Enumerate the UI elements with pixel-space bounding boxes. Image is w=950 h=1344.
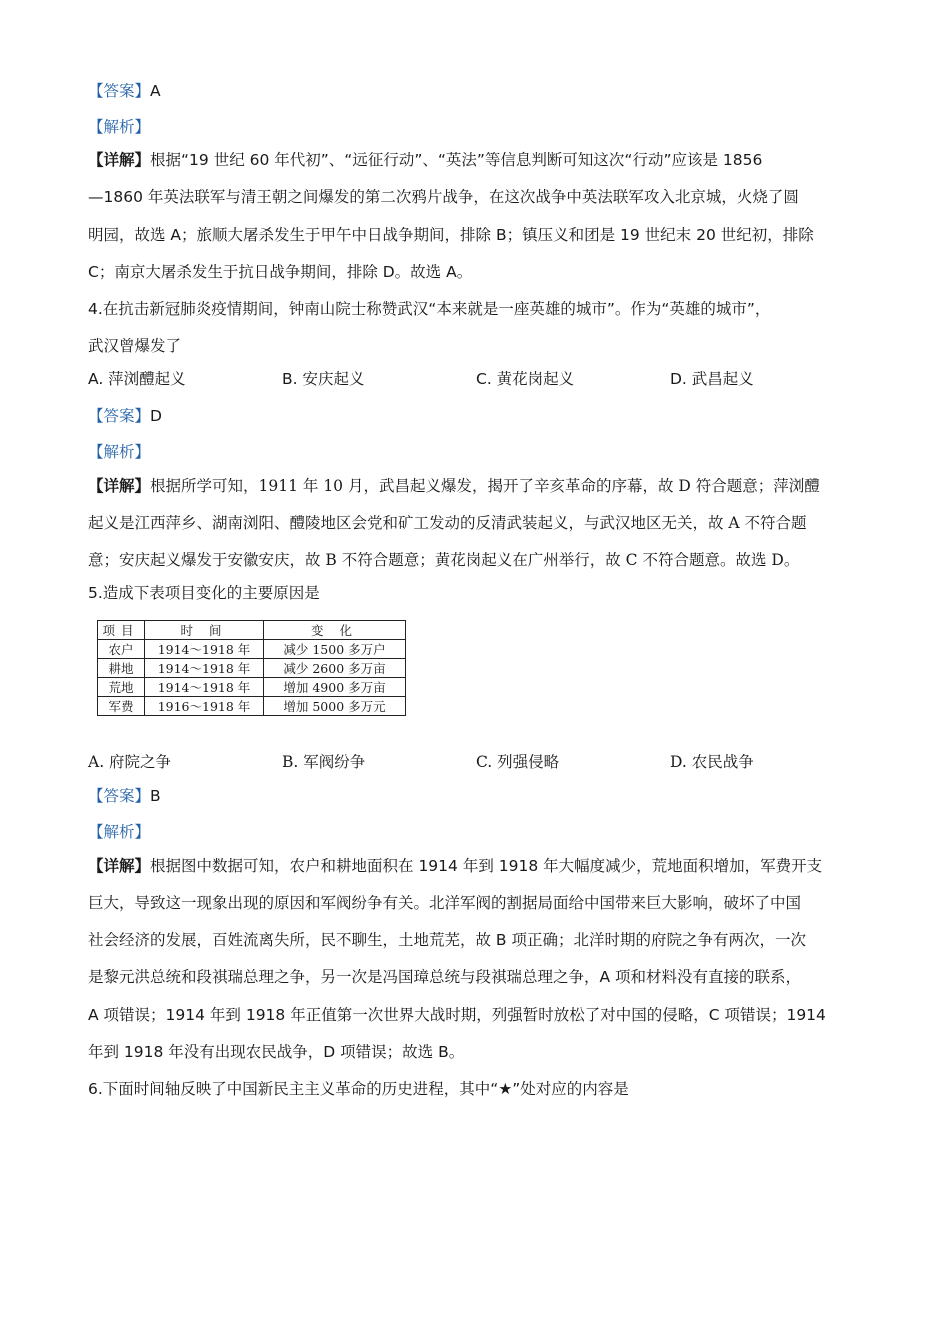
table-cell: 减少 1500 多万户 [264, 640, 406, 659]
q5-detail-line-1: 【详解】根据图中数据可知，农户和耕地面积在 1914 年到 1918 年大幅度减少，荒地面积增加，军费开支 [88, 857, 823, 875]
q4-analysis-tag: 【解析】 [88, 443, 151, 461]
q5-answer-value: B [150, 787, 161, 805]
table-header-change: 变 化 [264, 621, 406, 640]
q4-detail-line-1: 【详解】根据所学可知，1911 年 10 月，武昌起义爆发，揭开了辛亥革命的序幕，故 D 符合题意；萍浏醴 [88, 476, 820, 495]
q4-option-a: A. 萍浏醴起义 [88, 370, 186, 388]
q5-analysis-tag: 【解析】 [88, 823, 151, 841]
q6-stem: 6.下面时间轴反映了中国新民主主义革命的历史进程，其中“★”处对应的内容是 [88, 1080, 629, 1098]
q3-answer [88, 81, 161, 101]
table-cell: 增加 5000 多万元 [264, 697, 406, 716]
q5-detail-line-2: 巨大，导致这一现象出现的原因和军阀纷争有关。北洋军阀的割据局面给中国带来巨大影响，破坏了中国 [88, 894, 802, 912]
q4-option-b: B. 安庆起义 [282, 370, 365, 388]
q5-detail-tag: 【详解】 [88, 857, 151, 875]
q4-answer [88, 406, 162, 426]
q3-answer-tag: 【答案】 [88, 82, 151, 100]
table-cell: 耕地 [98, 659, 145, 678]
q5-detail-line-4: 是黎元洪总统和段祺瑞总理之争，另一次是冯国璋总统与段祺瑞总理之争，A 项和材料没有直接的联系， [88, 968, 802, 986]
table-header-time: 时 间 [145, 621, 264, 640]
table-header-row [98, 621, 406, 640]
table-cell: 农户 [98, 640, 145, 659]
table-cell: 1914～1918 年 [145, 659, 264, 678]
table-row [98, 640, 406, 659]
q4-detail-tag: 【详解】 [88, 476, 151, 495]
q4-answer-value: D [150, 407, 162, 425]
table-cell: 减少 2600 多万亩 [264, 659, 406, 678]
q3-detail-line-1: 【详解】根据“19 世纪 60 年代初”、“远征行动”、“英法”等信息判断可知这次“行动”应该是 1856 [88, 151, 763, 169]
table-cell: 1914～1918 年 [145, 640, 264, 659]
q5-detail-line-5: A 项错误；1914 年到 1918 年正值第一次世界大战时期，列强暂时放松了对中国的侵略，C 项错误；1914 [88, 1006, 826, 1024]
q3-detail-tag: 【详解】 [88, 151, 151, 169]
q5-option-a: A. 府院之争 [88, 753, 172, 771]
q4-detail-line-2: 起义是江西萍乡、湖南浏阳、醴陵地区会党和矿工发动的反清武装起义，与武汉地区无关，故 A 不符合题 [88, 514, 807, 532]
q5-data-table [97, 620, 406, 716]
q5-detail-line-6: 年到 1918 年没有出现农民战争，D 项错误；故选 B。 [88, 1043, 465, 1061]
q5-options [88, 752, 848, 774]
table-cell: 荒地 [98, 678, 145, 697]
q4-stem-line-1: 4.在抗击新冠肺炎疫情期间，钟南山院士称赞武汉“本来就是一座英雄的城市”。作为“英雄的城市”， [88, 300, 771, 318]
table-cell: 增加 4900 多万亩 [264, 678, 406, 697]
q3-analysis-tag: 【解析】 [88, 118, 151, 136]
q3-detail-line-2: —1860 年英法联军与清王朝之间爆发的第二次鸦片战争，在这次战争中英法联军攻入北京城，火烧了圆 [88, 188, 799, 206]
table-header-item: 项目 [98, 621, 145, 640]
q5-answer-tag: 【答案】 [88, 787, 151, 805]
table-row [98, 678, 406, 697]
table-cell: 1914～1918 年 [145, 678, 264, 697]
q5-option-c: C. 列强侵略 [476, 753, 560, 771]
table-row [98, 659, 406, 678]
q3-detail-line-4: C；南京大屠杀发生于抗日战争期间，排除 D。故选 A。 [88, 263, 473, 281]
q4-stem-line-2: 武汉曾爆发了 [88, 337, 182, 355]
q4-options [88, 369, 848, 391]
q5-answer [88, 786, 161, 806]
q5-option-d: D. 农民战争 [670, 753, 754, 771]
q4-option-d: D. 武昌起义 [670, 370, 754, 388]
q4-option-c: C. 黄花岗起义 [476, 370, 575, 388]
table-cell: 1916～1918 年 [145, 697, 264, 716]
q4-detail-line-3: 意；安庆起义爆发于安徽安庆，故 B 不符合题意；黄花岗起义在广州举行，故 C 不符合题意。故选 D。 [88, 551, 800, 569]
q5-detail-line-3: 社会经济的发展，百姓流离失所，民不聊生，土地荒芜，故 B 项正确；北洋时期的府院之争有两次，一次 [88, 931, 806, 949]
table-row [98, 697, 406, 716]
q5-stem: 5.造成下表项目变化的主要原因是 [88, 584, 320, 602]
q5-option-b: B. 军阀纷争 [282, 753, 366, 771]
table-cell: 军费 [98, 697, 145, 716]
q3-answer-value: A [150, 82, 161, 100]
q4-answer-tag: 【答案】 [88, 407, 151, 425]
q3-detail-line-3: 明园，故选 A；旅顺大屠杀发生于甲午中日战争期间，排除 B；镇压义和团是 19 世纪末 20 世纪初，排除 [88, 226, 814, 244]
